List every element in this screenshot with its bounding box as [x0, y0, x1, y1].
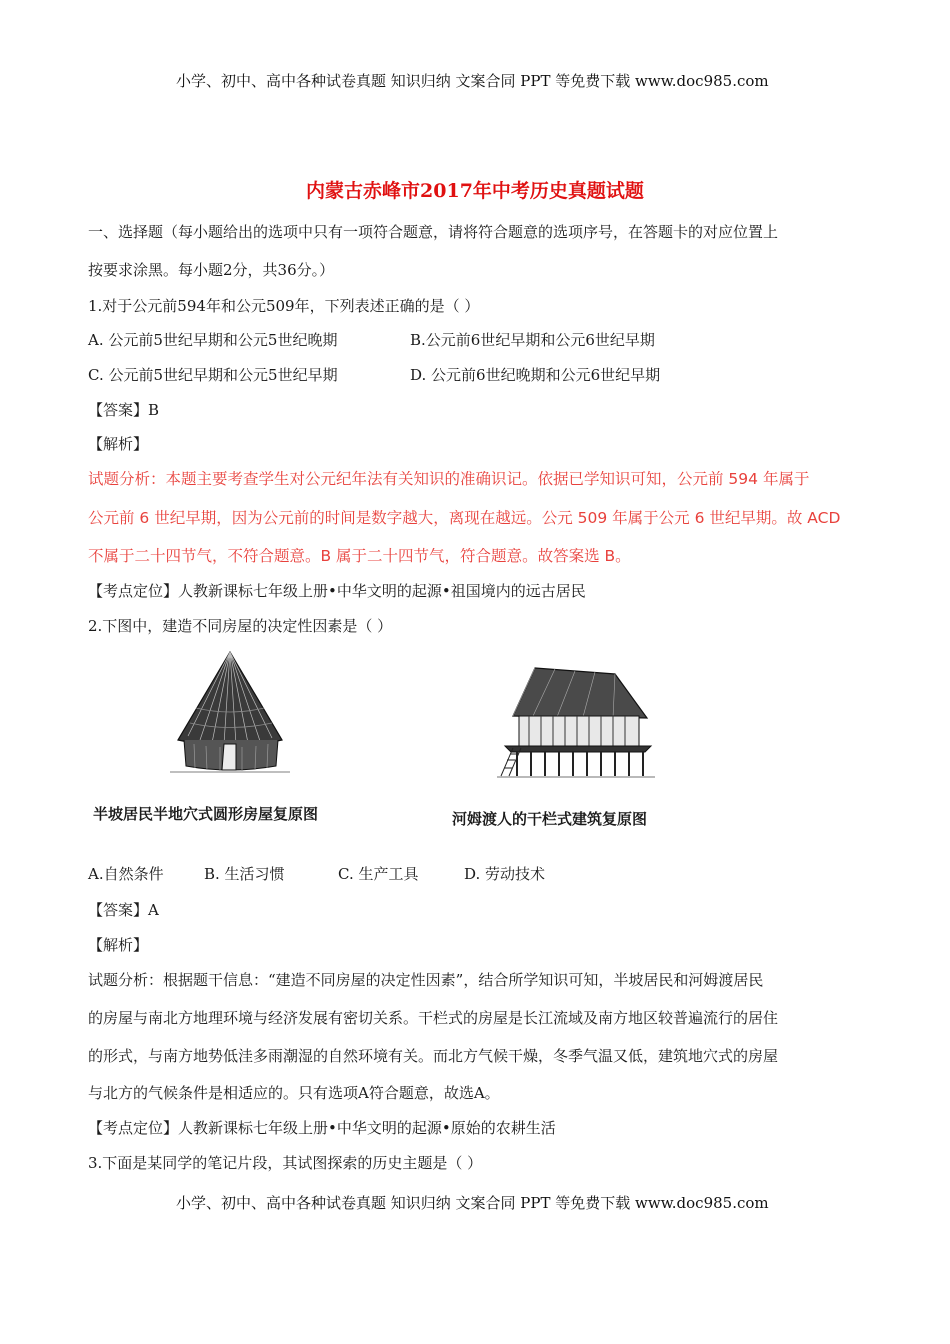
q2-analysis-line-2: 的房屋与南北方地理环境与经济发展有密切关系。干栏式的房屋是长江流域及南方地区较普遍流行的居住: [88, 1009, 779, 1027]
q1-location: 【考点定位】人教新课标七年级上册•中华文明的起源•祖国境内的远古居民: [88, 582, 586, 600]
page-header: 小学、初中、高中各种试卷真题 知识归纳 文案合同 PPT 等免费下载 www.doc985.com: [176, 72, 769, 90]
q1-analysis-line-2: 公元前 6 世纪早期，因为公元前的时间是数字越大，离现在越远。公元 509 年属于公元 6 世纪早期。故 ACD: [88, 509, 841, 527]
page-title: 内蒙古赤峰市2017年中考历史真题试题: [306, 180, 644, 202]
q2-analysis-label: 【解析】: [88, 936, 149, 954]
q1-option-a: A. 公元前5世纪早期和公元5世纪晚期: [88, 331, 338, 349]
q2-option-b: B. 生活习惯: [204, 865, 285, 883]
q1-analysis-line-1: 试题分析：本题主要考查学生对公元纪年法有关知识的准确识记。依据已学知识可知，公元前 594 年属于: [88, 470, 810, 488]
q2-stem: 2.下图中，建造不同房屋的决定性因素是（ ）: [88, 617, 393, 635]
q1-stem: 1.对于公元前594年和公元509年，下列表述正确的是（ ）: [88, 297, 480, 315]
q1-option-b: B.公元前6世纪早期和公元6世纪早期: [410, 331, 655, 349]
q2-answer: 【答案】A: [88, 901, 159, 919]
page-footer: 小学、初中、高中各种试卷真题 知识归纳 文案合同 PPT 等免费下载 www.doc985.com: [176, 1194, 769, 1212]
q2-analysis-line-1: 试题分析：根据题干信息：“建造不同房屋的决定性因素”，结合所学知识可知，半坡居民和河姆渡居民: [88, 971, 764, 989]
q2-analysis-line-4: 与北方的气候条件是相适应的。只有选项A符合题意，故选A。: [88, 1084, 500, 1102]
section-intro-line-1: 一、选择题（每小题给出的选项中只有一项符合题意，请将符合题意的选项序号，在答题卡的对应位置上: [88, 223, 779, 241]
q2-option-d: D. 劳动技术: [464, 865, 546, 883]
q1-analysis-label: 【解析】: [88, 435, 149, 453]
figure-right-caption: 河姆渡人的干栏式建筑复原图: [452, 810, 648, 828]
q2-option-a: A.自然条件: [88, 865, 164, 883]
q2-location: 【考点定位】人教新课标七年级上册•中华文明的起源•原始的农耕生活: [88, 1119, 556, 1137]
banpo-hut-illustration: [150, 648, 300, 778]
figure-left-caption: 半坡居民半地穴式圆形房屋复原图: [93, 805, 319, 823]
q1-analysis-line-3: 不属于二十四节气，不符合题意。B 属于二十四节气，符合题意。故答案选 B。: [88, 547, 631, 565]
section-intro-line-2: 按要求涂黑。每小题2分，共36分。）: [88, 261, 335, 279]
q3-stem: 3.下面是某同学的笔记片段，其试图探索的历史主题是（ ）: [88, 1154, 483, 1172]
hemudu-stilt-house-illustration: [495, 660, 660, 780]
q1-option-c: C. 公元前5世纪早期和公元5世纪早期: [88, 366, 338, 384]
q2-option-c: C. 生产工具: [338, 865, 419, 883]
q1-option-d: D. 公元前6世纪晚期和公元6世纪早期: [410, 366, 661, 384]
q1-answer: 【答案】B: [88, 401, 160, 419]
q2-analysis-line-3: 的形式，与南方地势低洼多雨潮湿的自然环境有关。而北方气候干燥，冬季气温又低，建筑地穴式的房屋: [88, 1047, 779, 1065]
